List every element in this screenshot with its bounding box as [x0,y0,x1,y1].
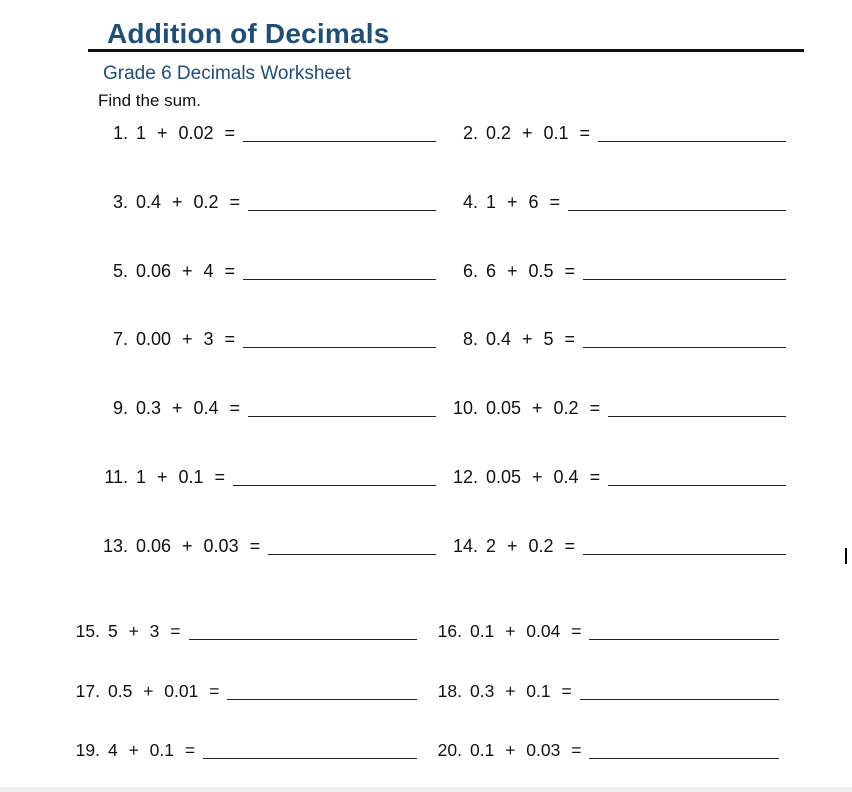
problem-expression: 0.06 + 4 = [136,261,236,281]
answer-line[interactable] [248,210,436,211]
answer-line[interactable] [203,758,417,759]
problem-expression: 0.3 + 0.1 = [470,681,572,701]
problem-4 [450,187,786,213]
problem-number: 4. [462,192,478,212]
problem-expression: 1 + 0.02 = [136,123,236,143]
problem-19 [66,735,417,761]
answer-line[interactable] [243,141,436,142]
answer-line[interactable] [243,279,436,280]
answer-line[interactable] [608,485,786,486]
problem-expression: 2 + 0.2 = [486,536,576,556]
problem-expression: 0.5 + 0.01 = [108,681,220,701]
title-divider [88,49,804,52]
worksheet-title: Addition of Decimals [107,18,390,49]
problem-expression: 0.2 + 0.1 = [486,123,591,143]
answer-line[interactable] [248,416,436,417]
answer-line[interactable] [189,639,418,640]
problem-number: 2. [462,123,478,143]
problem-number: 7. [112,329,128,349]
problem-expression: 1 + 0.1 = [136,467,226,487]
problem-number: 1. [112,123,128,143]
problem-5 [100,256,436,282]
problem-1 [100,118,436,144]
answer-line[interactable] [268,554,436,555]
problem-15 [66,616,417,642]
problem-3 [100,187,436,213]
problem-7 [100,324,436,350]
answer-line[interactable] [233,485,436,486]
problem-number: 20. [437,740,462,760]
problem-number: 18. [437,681,462,701]
problem-number: 10. [452,398,478,418]
problem-number: 16. [437,621,462,641]
problem-expression: 6 + 0.5 = [486,261,576,281]
answer-line[interactable] [608,416,786,417]
problem-number: 8. [462,329,478,349]
problem-expression: 0.3 + 0.4 = [136,398,241,418]
problem-number: 3. [112,192,128,212]
problem-expression: 0.4 + 0.2 = [136,192,241,212]
problem-expression: 0.05 + 0.2 = [486,398,601,418]
problem-9 [100,393,436,419]
problem-expression: 0.05 + 0.4 = [486,467,601,487]
problem-number: 12. [452,467,478,487]
problem-number: 14. [452,536,478,556]
answer-line[interactable] [568,210,786,211]
answer-line[interactable] [243,347,436,348]
answer-line[interactable] [589,758,779,759]
problem-number: 11. [104,467,128,487]
problem-16 [428,616,779,642]
worksheet-subtitle: Grade 6 Decimals Worksheet [103,63,351,84]
problem-20 [428,735,779,761]
problem-expression: 0.1 + 0.03 = [470,740,582,760]
problem-17 [66,676,417,702]
problem-number: 15. [75,621,100,641]
page-bottom-edge [0,787,852,792]
text-cursor [845,548,847,564]
problem-expression: 5 + 3 = [108,621,181,641]
problem-number: 5. [112,261,128,281]
problem-6 [450,256,786,282]
instructions-text: Find the sum. [98,91,201,110]
problem-11 [100,462,436,488]
problem-2 [450,118,786,144]
problem-12 [450,462,786,488]
answer-line[interactable] [589,639,779,640]
problem-number: 13. [102,536,128,556]
problem-number: 6. [462,261,478,281]
problem-14 [450,531,786,557]
problem-expression: 0.4 + 5 = [486,329,576,349]
problem-expression: 0.1 + 0.04 = [470,621,582,641]
problem-expression: 1 + 6 = [486,192,561,212]
problem-10 [450,393,786,419]
answer-line[interactable] [580,699,779,700]
answer-line[interactable] [227,699,417,700]
problem-expression: 0.00 + 3 = [136,329,236,349]
problem-expression: 0.06 + 0.03 = [136,536,261,556]
answer-line[interactable] [583,554,786,555]
problem-number: 17. [75,681,100,701]
answer-line[interactable] [583,347,786,348]
answer-line[interactable] [598,141,786,142]
problem-18 [428,676,779,702]
problem-expression: 4 + 0.1 = [108,740,196,760]
problem-13 [100,531,436,557]
problem-number: 9. [112,398,128,418]
answer-line[interactable] [583,279,786,280]
problem-number: 19. [75,740,100,760]
problem-8 [450,324,786,350]
